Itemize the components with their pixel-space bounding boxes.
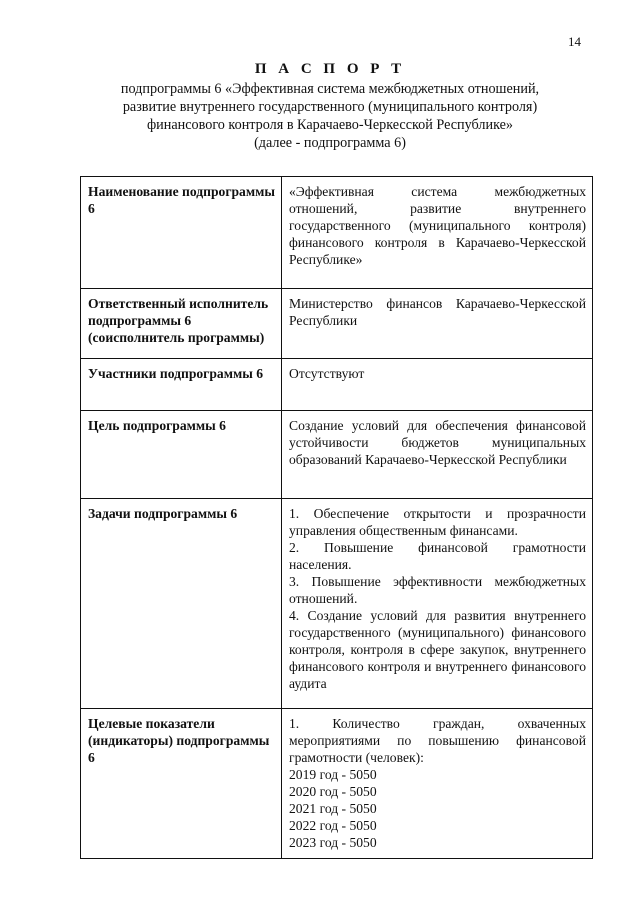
value-line: Министерство финансов Карачаево-Черкесской Республики: [289, 296, 586, 328]
value-line: Отсутствуют: [289, 366, 365, 381]
value-line: 1. Количество граждан, охваченных мероприятиями по повышению финансовой грамотности (человек):: [289, 716, 586, 765]
subtitle-line-1: подпрограммы 6 «Эффективная система межбюджетных отношений,: [120, 81, 540, 97]
row-label-goal: Цель подпрограммы 6: [81, 411, 282, 499]
table-row-name: [81, 177, 593, 289]
row-value-responsible: [282, 289, 593, 359]
value-line: 2019 год - 5050: [289, 767, 377, 782]
row-label-responsible: Ответственный исполнитель подпрограммы 6 (соисполнитель программы): [81, 289, 282, 359]
value-line: 3. Повышение эффективности межбюджетных отношений.: [289, 574, 586, 606]
row-label-tasks: Задачи подпрограммы 6: [81, 499, 282, 709]
value-line: «Эффективная система межбюджетных отношений, развитие внутреннего государственного (муниципального контроля) финансового контроля в Карачаево-Черкесской Республике»: [289, 184, 586, 267]
value-line: 1. Обеспечение открытости и прозрачности управления общественным финансами.: [289, 506, 586, 538]
table-row-participants: [81, 359, 593, 411]
document-title: П А С П О Р Т: [254, 61, 406, 77]
row-value-participants: [282, 359, 593, 411]
row-label-indicators: Целевые показатели (индикаторы) подпрограммы 6: [81, 709, 282, 859]
subtitle-line-3: финансового контроля в Карачаево-Черкесской Республике»: [146, 117, 514, 133]
value-line: 2. Повышение финансовой грамотности населения.: [289, 540, 586, 572]
table-row-indicators: [81, 709, 593, 859]
passport-header: [60, 60, 600, 152]
row-value-tasks: [282, 499, 593, 709]
page-number: 14: [568, 34, 581, 49]
value-line: 2020 год - 5050: [289, 784, 377, 799]
table-row-tasks: [81, 499, 593, 709]
value-line: 4. Создание условий для развития внутреннего государственного (муниципального) финансового контроля, контроля в сфере закупок, внутреннего финансового контроля и внутреннего финансового аудита: [289, 608, 586, 691]
row-value-name: [282, 177, 593, 289]
table-row-goal: [81, 411, 593, 499]
row-label-participants: Участники подпрограммы 6: [81, 359, 282, 411]
row-label-name: Наименование подпрограммы 6: [81, 177, 282, 289]
row-value-goal: [282, 411, 593, 499]
value-line: 2021 год - 5050: [289, 801, 377, 816]
row-value-indicators: [282, 709, 593, 859]
table-row-responsible: [81, 289, 593, 359]
subtitle-line-4: (далее - подпрограмма 6): [254, 135, 406, 151]
passport-table: [80, 176, 593, 859]
value-line: 2023 год - 5050: [289, 835, 377, 850]
value-line: Создание условий для обеспечения финансовой устойчивости бюджетов муниципальных образований Карачаево-Черкесской Республики: [289, 418, 586, 467]
subtitle-line-2: развитие внутреннего государственного (муниципального контроля): [122, 99, 538, 115]
value-line: 2022 год - 5050: [289, 818, 377, 833]
